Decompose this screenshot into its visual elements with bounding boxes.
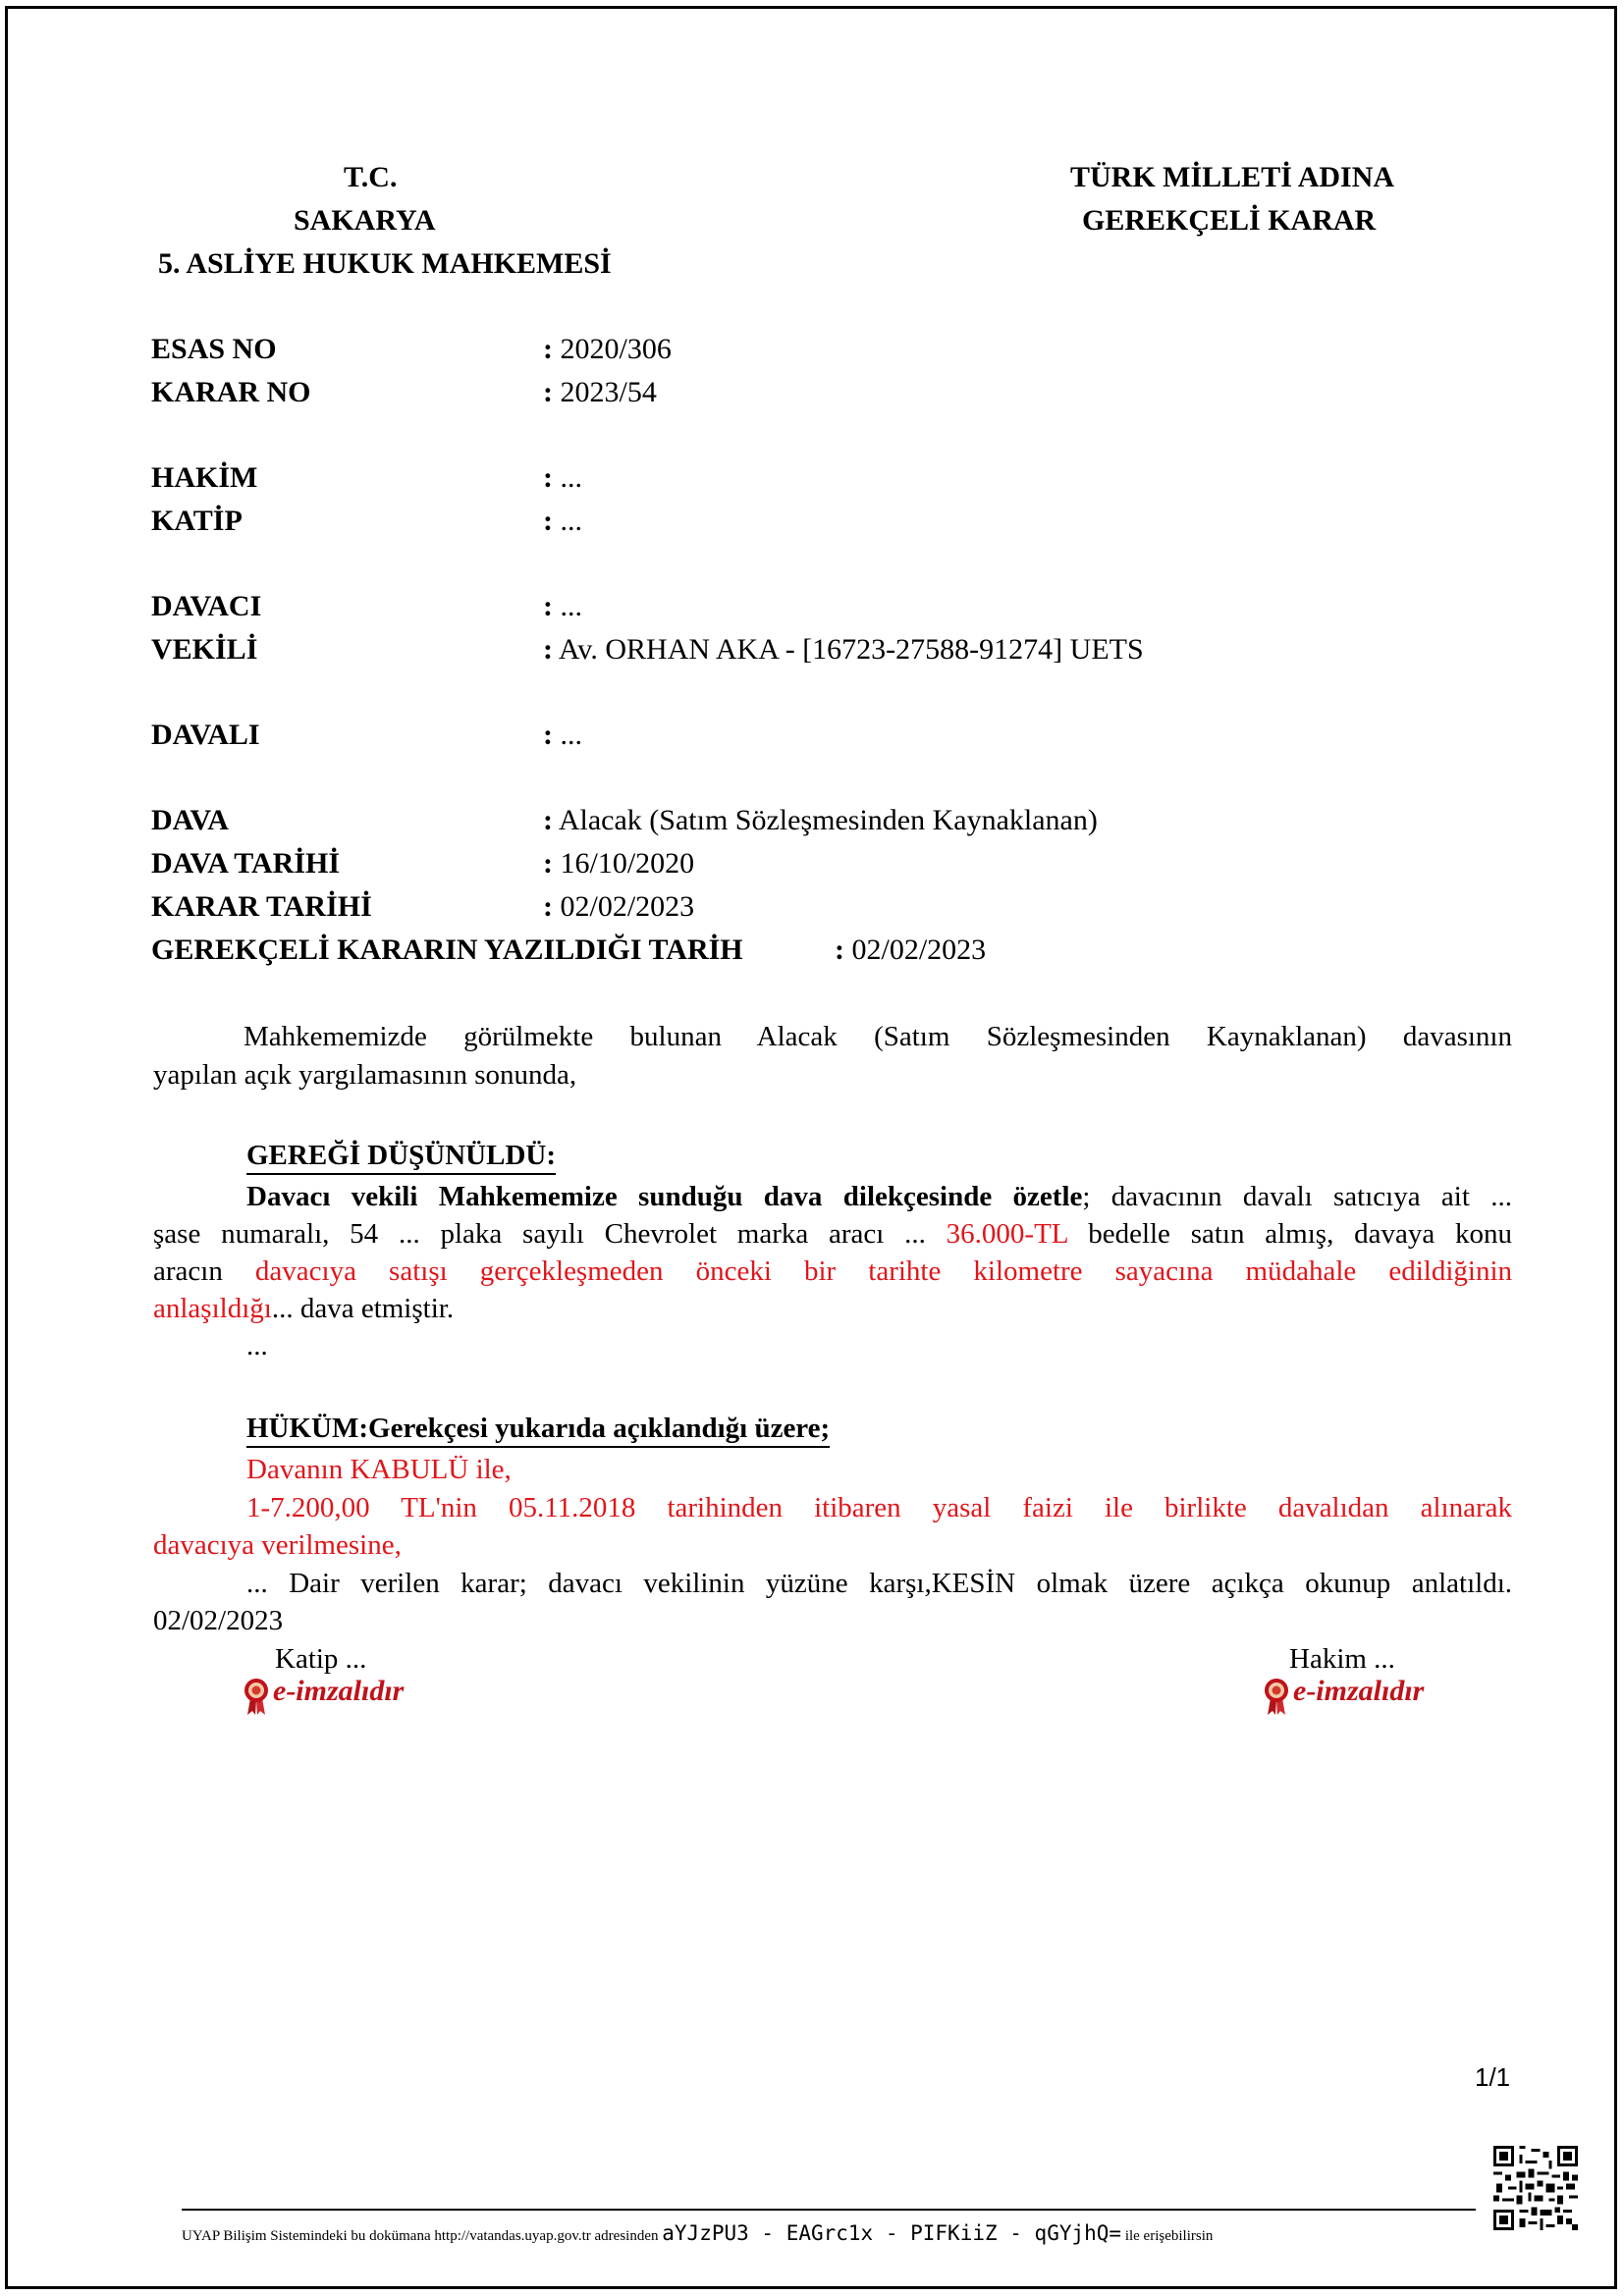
e-signature-seal-icon (242, 1677, 271, 1716)
value-vekili: : Av. ORHAN AKA - [16723-27588-91274] UETS (543, 633, 1144, 666)
document-page (5, 6, 1617, 2289)
value-gerekceli-tarih: : 02/02/2023 (835, 934, 987, 966)
section-heading-geregi: GEREĞİ DÜŞÜNÜLDÜ: (246, 1140, 556, 1175)
geregi-line-1 (246, 1178, 1512, 1215)
footer-suffix: ile erişebilirsin (1124, 2228, 1214, 2244)
label-esas-no: ESAS NO (151, 333, 277, 365)
value-esas-no: : 2020/306 (543, 333, 672, 365)
value-davaci: : ... (543, 590, 582, 622)
qr-code-icon (1493, 2146, 1578, 2230)
intro-line-2: yapılan açık yargılamasının sonunda, (153, 1059, 577, 1091)
value-karar-tarihi: : 02/02/2023 (543, 890, 695, 923)
hukum-item-1-line-1: 1-7.200,00 TL'nin 05.11.2018 tarihinden itibaren yasal faizi ile birlikte davalıdan alınarak (246, 1492, 1512, 1523)
esig-katip (242, 1675, 404, 1716)
geregi-line-4-b: ... dava etmiştir. (271, 1293, 455, 1324)
value-katip: : ... (543, 505, 582, 537)
geregi-line-4-red: anlaşıldığı (153, 1293, 272, 1324)
intro-line-1: Mahkememizde görülmekte bulunan Alacak (Satım Sözleşmesinden Kaynaklanan) davasının (244, 1021, 1512, 1052)
label-davaci: DAVACI (151, 590, 262, 622)
header-nation: TÜRK MİLLETİ ADINA (1070, 161, 1395, 193)
esig-label-katip: e-imzalıdır (273, 1675, 405, 1707)
label-davali: DAVALI (151, 719, 260, 751)
e-signature-seal-icon (1262, 1677, 1291, 1716)
footer-prefix: UYAP Bilişim Sistemindeki bu dokümana http://vatandas.uyap.gov.tr adresinden (182, 2228, 659, 2244)
footer-divider (182, 2209, 1476, 2211)
header-court: 5. ASLİYE HUKUK MAHKEMESİ (158, 247, 612, 280)
page-number: 1/1 (1475, 2062, 1511, 2092)
geregi-ellipsis: ... (246, 1330, 268, 1362)
geregi-line-3-red: davacıya satışı gerçekleşmeden önceki bir tarihte kilometre sayacına müdahale edildiğinin (254, 1255, 1512, 1287)
geregi-line-2-b: bedelle satın almış, davaya konu (1088, 1218, 1512, 1250)
esig-label-hakim: e-imzalıdır (1293, 1675, 1425, 1707)
geregi-price: 36.000-TL (946, 1218, 1068, 1250)
geregi-line-3-a: aracın (153, 1255, 223, 1287)
signature-katip: Katip ... (275, 1643, 367, 1675)
value-hakim: : ... (543, 461, 582, 494)
geregi-line-4 (153, 1290, 454, 1327)
signature-hakim: Hakim ... (1289, 1643, 1395, 1675)
hukum-kabul: Davanın KABULÜ ile, (246, 1454, 512, 1485)
label-gerekceli-tarih: GEREKÇELİ KARARIN YAZILDIĞI TARİH (151, 934, 743, 966)
label-hakim: HAKİM (151, 461, 258, 494)
value-dava-tarihi: : 16/10/2020 (543, 847, 695, 880)
section-heading-hukum: HÜKÜM:Gerekçesi yukarıda açıklandığı üzere; (246, 1413, 830, 1448)
header-tc: T.C. (344, 161, 398, 193)
value-karar-no: : 2023/54 (543, 376, 657, 408)
label-dava: DAVA (151, 804, 229, 836)
label-dava-tarihi: DAVA TARİHİ (151, 847, 341, 880)
hukum-closing: ... Dair verilen karar; davacı vekilinin yüzüne karşı,KESİN olmak üzere açıkça okunup anlatıldı. (246, 1568, 1512, 1599)
label-karar-tarihi: KARAR TARİHİ (151, 890, 372, 923)
geregi-line-1-rest: ; davacının davalı satıcıya ait ... (1082, 1181, 1512, 1212)
label-karar-no: KARAR NO (151, 376, 311, 408)
geregi-line-2-a: şase numaralı, 54 ... plaka sayılı Chevrolet marka aracı ... (153, 1218, 926, 1250)
geregi-bold-lead: Davacı vekili Mahkememize sunduğu dava dilekçesinde özetle (246, 1181, 1083, 1212)
geregi-line-2 (153, 1215, 1512, 1253)
hukum-date: 02/02/2023 (153, 1605, 284, 1636)
header-city: SAKARYA (294, 204, 436, 237)
hukum-item-1-line-2: davacıya verilmesine, (153, 1529, 402, 1561)
esig-hakim (1262, 1675, 1424, 1716)
value-davali: : ... (543, 719, 582, 751)
footer-code: aYJzPU3 - EAGrc1x - PIFKiiZ - qGYjhQ= (662, 2221, 1122, 2245)
value-dava: : Alacak (Satım Sözleşmesinden Kaynaklanan) (543, 804, 1098, 836)
footer-text (182, 2221, 1213, 2245)
header-doc-type: GEREKÇELİ KARAR (1082, 204, 1377, 237)
label-katip: KATİP (151, 505, 243, 537)
geregi-line-3 (153, 1253, 1512, 1290)
label-vekili: VEKİLİ (151, 633, 258, 666)
